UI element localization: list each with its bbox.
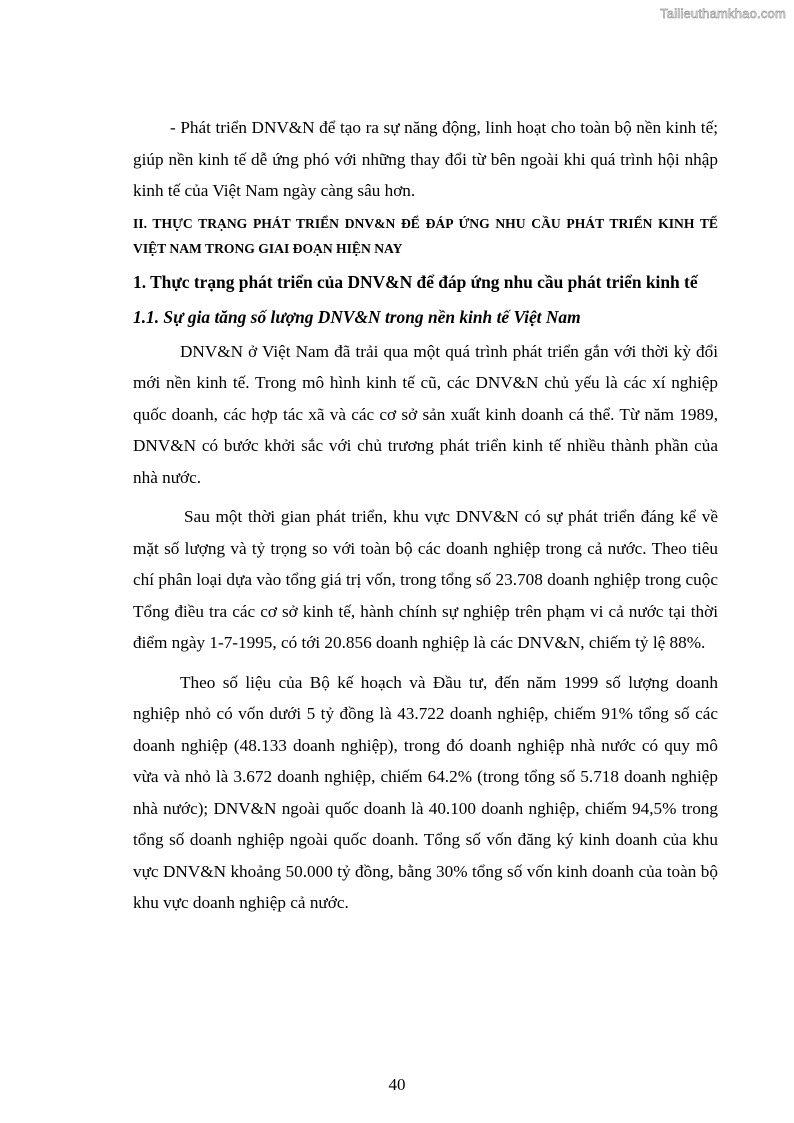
- watermark-text: Tailieuthamkhao.com: [660, 6, 786, 21]
- heading-section-1-1: 1.1. Sự gia tăng số lượng DNV&N trong nền kinh tế Việt Nam: [133, 307, 581, 327]
- paragraph-1: DNV&N ở Việt Nam đã trải qua một quá trình phát triển gắn với thời kỳ đổi mới nền kinh tế. Trong mô hình kinh tế cũ, các DNV&N chủ yếu là các xí nghiệp quốc doanh, các hợp tác xã và các cơ sở sản xuất kinh doanh cá thể. Từ năm 1989, DNV&N có bước khởi sắc với chủ trương phát triển kinh tế nhiều thành phần của nhà nước.: [133, 341, 718, 487]
- document-body: [133, 112, 718, 919]
- heading-section-1: 1. Thực trạng phát triển của DNV&N để đáp ứng nhu cầu phát triển kinh tế: [133, 271, 698, 292]
- page-number: 40: [388, 1075, 406, 1094]
- paragraph-2: Sau một thời gian phát triển, khu vực DNV&N có sự phát triển đáng kể về mặt số lượng và tỷ trọng so với toàn bộ các doanh nghiệp trong cả nước. Theo tiêu chí phân loại dựa vào tổng giá trị vốn, trong tổng số 23.708 doanh nghiệp trong cuộc Tổng điều tra các cơ sở kinh tế, hành chính sự nghiệp trên phạm vi cả nước tại thời điểm ngày 1-7-1995, có tới 20.856 doanh nghiệp là các DNV&N, chiếm tỷ lệ 88%.: [133, 507, 718, 652]
- paragraph-3: Theo số liệu của Bộ kế hoạch và Đầu tư, đến năm 1999 số lượng doanh nghiệp nhỏ có vốn dưới 5 tỷ đồng là 43.722 doanh nghiệp, chiếm 91% tổng số các doanh nghiệp (48.133 doanh nghiệp), trong đó doanh nghiệp nhà nước có quy mô vừa và nhỏ là 3.672 doanh nghiệp, chiếm 64.2% (trong tổng số 5.718 doanh nghiệp nhà nước); DNV&N ngoài quốc doanh là 40.100 doanh nghiệp, chiếm 94,5% trong tổng số doanh nghiệp ngoài quốc doanh. Tổng số vốn đăng ký kinh doanh của khu vực DNV&N khoảng 50.000 tỷ đồng, bằng 30% tổng số vốn kinh doanh của toàn bộ khu vực doanh nghiệp cả nước.: [133, 672, 718, 912]
- intro-bullet-paragraph: - Phát triển DNV&N để tạo ra sự năng động, linh hoạt cho toàn bộ nền kinh tế; giúp nền kinh tế dễ ứng phó với những thay đổi từ bên ngoài khi quá trình hội nhập kinh tế của Việt Nam ngày càng sâu hơn.: [133, 118, 718, 200]
- heading-section-ii: II. THỰC TRẠNG PHÁT TRIỂN DNV&N ĐỂ ĐÁP ỨNG NHU CẦU PHÁT TRIỂN KINH TẾ VIỆT NAM TRONG GIAI ĐOẠN HIỆN NAY: [133, 215, 718, 256]
